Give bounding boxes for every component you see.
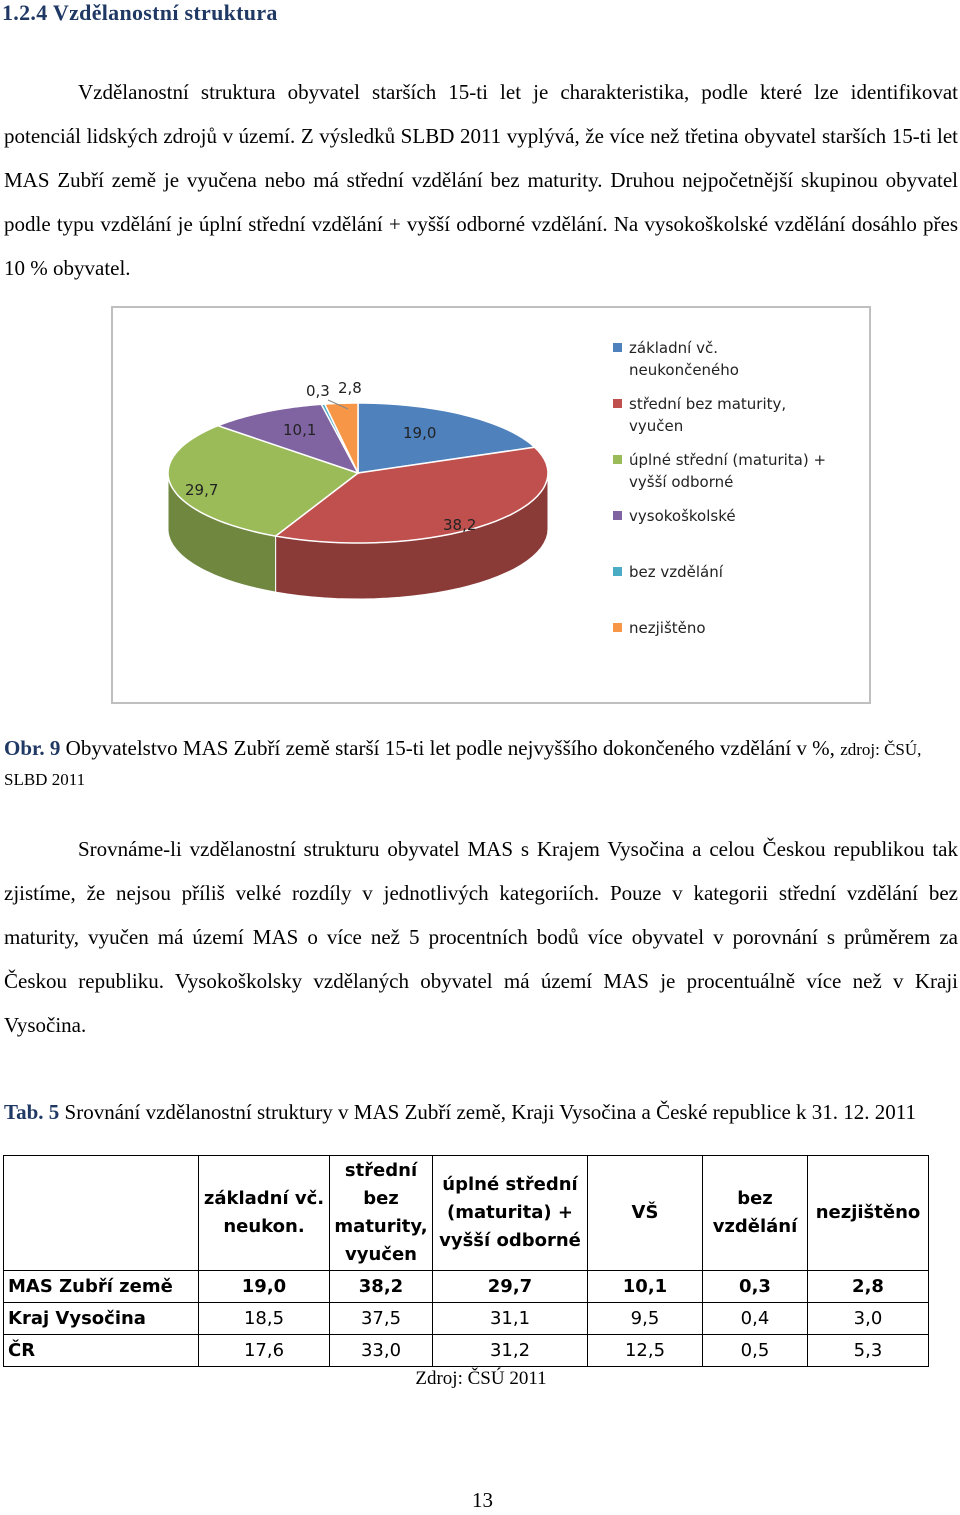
legend-swatch bbox=[613, 567, 622, 576]
table-header-cell: úplné střední (maturita) + vyšší odborné bbox=[433, 1156, 588, 1271]
table-cell: 19,0 bbox=[199, 1271, 330, 1303]
table-cell: 0,5 bbox=[703, 1335, 808, 1367]
table-source bbox=[0, 1368, 960, 1390]
table-cell: 2,8 bbox=[808, 1271, 929, 1303]
table-cell: 38,2 bbox=[330, 1271, 433, 1303]
pie-chart-svg bbox=[113, 308, 869, 702]
legend-label: vyšší odborné bbox=[629, 473, 734, 491]
table-row bbox=[4, 1303, 929, 1335]
legend-swatch bbox=[613, 455, 622, 464]
table-caption-prefix: Tab. bbox=[4, 1100, 44, 1124]
legend-swatch bbox=[613, 343, 622, 352]
legend-label: bez vzdělání bbox=[629, 563, 723, 581]
table-cell: 29,7 bbox=[433, 1271, 588, 1303]
table-cell: 12,5 bbox=[588, 1335, 703, 1367]
table-cell: 3,0 bbox=[808, 1303, 929, 1335]
table-row bbox=[4, 1335, 929, 1367]
education-pie-chart bbox=[111, 306, 871, 704]
section-heading: 1.2.4 Vzdělanostní struktura bbox=[2, 0, 278, 25]
table-header-cell: základní vč. neukon. bbox=[199, 1156, 330, 1271]
table-row-label: MAS Zubří země bbox=[4, 1271, 199, 1303]
legend-label: vysokoškolské bbox=[629, 507, 736, 525]
table-header-cell: střední bez maturity, vyučen bbox=[330, 1156, 433, 1271]
figure-caption bbox=[4, 734, 960, 794]
intro-paragraph bbox=[4, 70, 958, 290]
table-header-cell: nezjištěno bbox=[808, 1156, 929, 1271]
legend-label: nezjištěno bbox=[629, 619, 706, 637]
pie-data-label: 0,3 bbox=[306, 382, 330, 400]
pie-data-label: 38,2 bbox=[443, 516, 477, 534]
page-number: 13 bbox=[472, 1488, 493, 1512]
legend-label: vyučen bbox=[629, 417, 684, 435]
comparison-paragraph-text: Srovnáme-li vzdělanostní strukturu obyvatel MAS s Krajem Vysočina a celou Českou republikou tak zjistíme, že nejsou příliš velké rozdíly v jednotlivých kategoriích. Pouze v kategorii střední vzdělání bez maturity, vyučen má území MAS o více než 5 procentních bodů více obyvatel v porovnání s průměrem za Českou republiku. Vysokoškolsky vzdělaných obyvatel má území MAS je procentuálně více než v Kraji Vysočina. bbox=[4, 837, 958, 1037]
legend-swatch bbox=[613, 399, 622, 408]
table-caption-number: 5 bbox=[48, 1100, 60, 1124]
legend-label: základní vč. bbox=[629, 339, 718, 357]
pie-data-label: 19,0 bbox=[403, 424, 437, 442]
figure-caption-text: Obyvatelstvo MAS Zubří země starší 15-ti let podle nejvyššího dokončeného vzdělání v %, bbox=[65, 736, 835, 760]
table-caption-text: Srovnání vzdělanostní struktury v MAS Zubří země, Kraji Vysočina a České republice k 31. 12. 2011 bbox=[64, 1100, 917, 1124]
table-header-cell: bez vzdělání bbox=[703, 1156, 808, 1271]
table-row-label: Kraj Vysočina bbox=[4, 1303, 199, 1335]
pie-top-faces bbox=[168, 403, 548, 543]
table-header-cell bbox=[4, 1156, 199, 1271]
table-cell: 33,0 bbox=[330, 1335, 433, 1367]
table-cell: 17,6 bbox=[199, 1335, 330, 1367]
table-row-label: ČR bbox=[4, 1335, 199, 1367]
pie-data-label: 2,8 bbox=[338, 379, 362, 397]
table-cell: 31,2 bbox=[433, 1335, 588, 1367]
figure-caption-prefix: Obr. bbox=[4, 736, 45, 760]
legend-swatch bbox=[613, 623, 622, 632]
table-cell: 0,4 bbox=[703, 1303, 808, 1335]
figure-caption-source: zdroj: ČSÚ, SLBD 2011 bbox=[4, 740, 922, 789]
table-cell: 37,5 bbox=[330, 1303, 433, 1335]
table-source-text: Zdroj: ČSÚ 2011 bbox=[415, 1368, 547, 1389]
legend-label: neukončeného bbox=[629, 361, 739, 379]
figure-caption-number: 9 bbox=[49, 736, 61, 760]
intro-paragraph-text: Vzdělanostní struktura obyvatel starších 15-ti let je charakteristika, podle které lze identifikovat potenciál lidských zdrojů v území. Z výsledků SLBD 2011 vyplývá, že více než třetina obyvatel starších 15-ti let MAS Zubří země je vyučena nebo má střední vzdělání bez maturity. Druhou nejpočetnější skupinou obyvatel podle typu vzdělání je úplní střední vzdělání + vyšší odborné vzdělání. Na vysokoškolské vzdělání dosáhlo přes 10 % obyvatel. bbox=[4, 80, 958, 280]
table-cell: 31,1 bbox=[433, 1303, 588, 1335]
table-cell: 10,1 bbox=[588, 1271, 703, 1303]
comparison-paragraph bbox=[4, 827, 958, 1047]
legend-label: střední bez maturity, bbox=[629, 395, 787, 413]
pie-data-label: 29,7 bbox=[185, 481, 219, 499]
table-header-row bbox=[4, 1156, 929, 1271]
table-cell: 5,3 bbox=[808, 1335, 929, 1367]
pie-data-label: 10,1 bbox=[283, 421, 317, 439]
table-cell: 9,5 bbox=[588, 1303, 703, 1335]
table-caption bbox=[4, 1098, 960, 1127]
table-header-cell: VŠ bbox=[588, 1156, 703, 1271]
comparison-table bbox=[3, 1155, 929, 1367]
legend-swatch bbox=[613, 511, 622, 520]
table-cell: 0,3 bbox=[703, 1271, 808, 1303]
table-row bbox=[4, 1271, 929, 1303]
legend-label: úplné střední (maturita) + bbox=[629, 451, 827, 469]
table-cell: 18,5 bbox=[199, 1303, 330, 1335]
